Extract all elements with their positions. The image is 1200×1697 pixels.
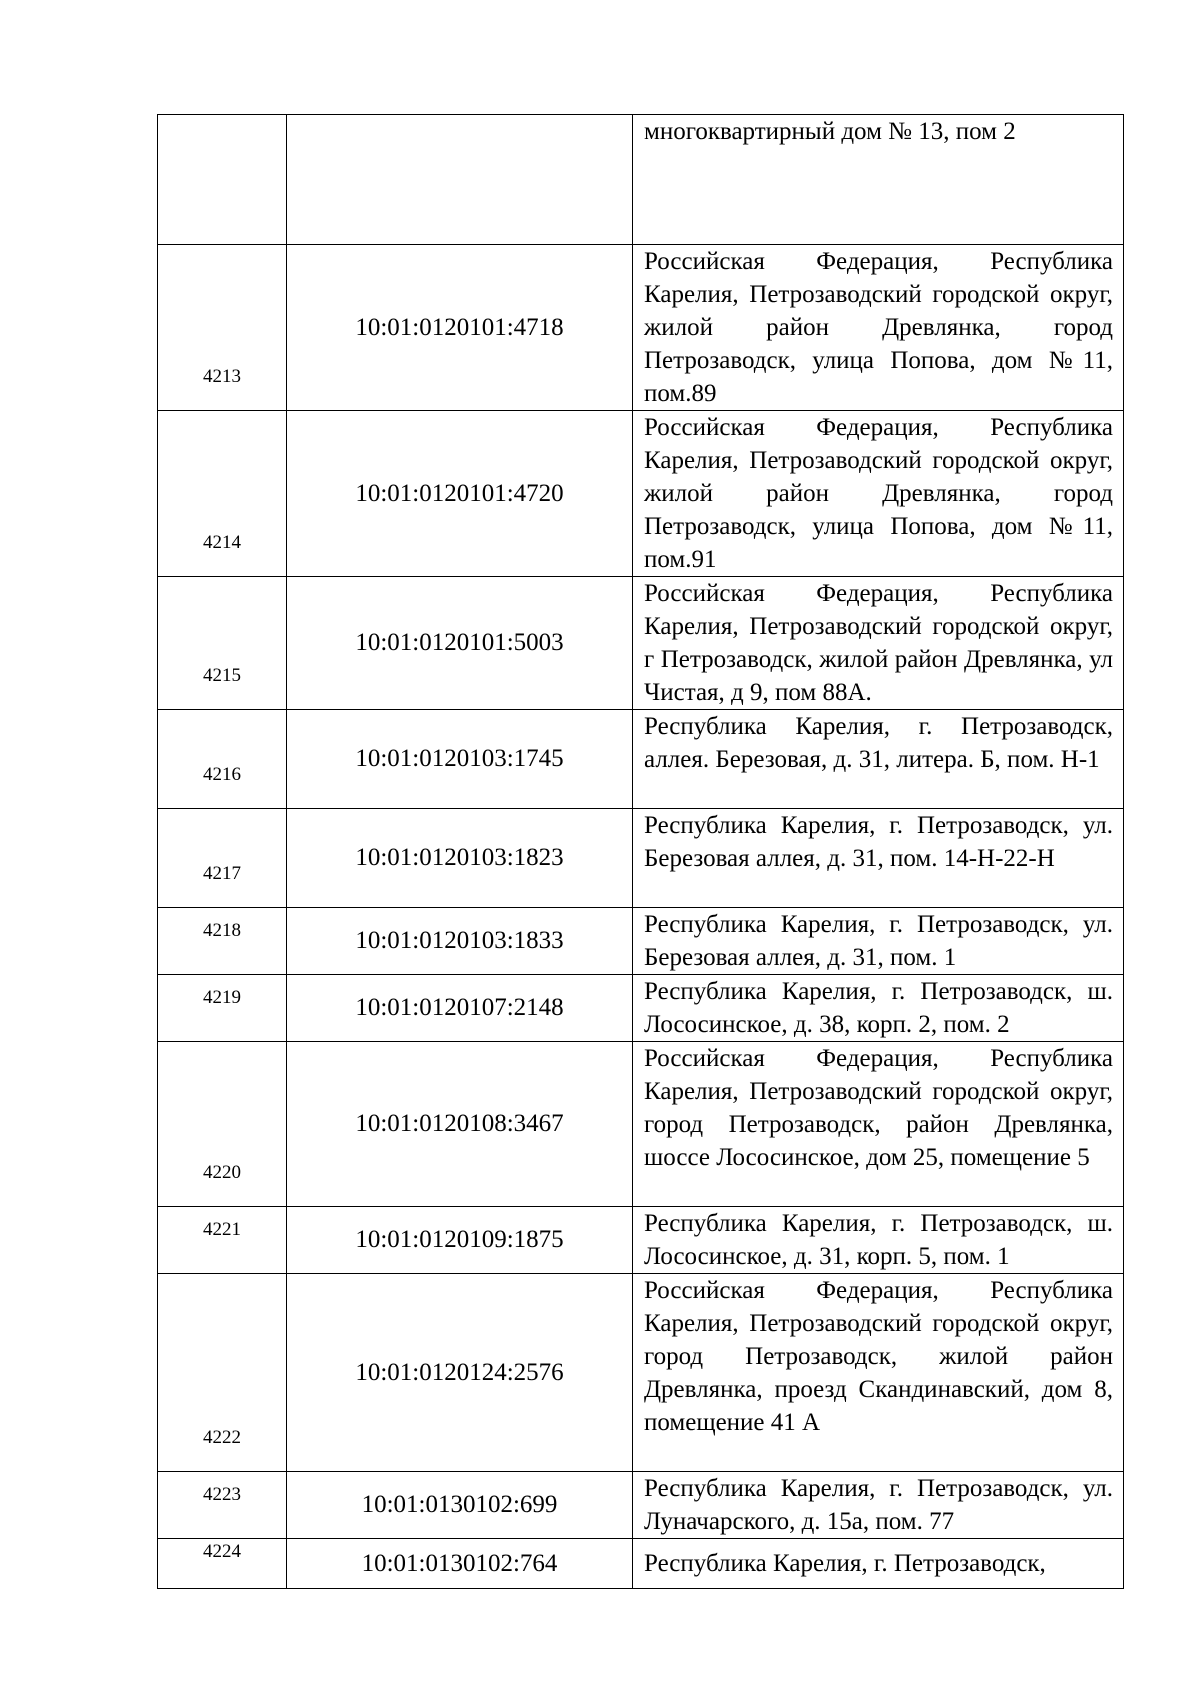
address: Российская Федерация, Республика Карелия, Петрозаводский городской округ, жилой район Древлянка, город Петрозаводск, улица Попова, дом №11, пом.91 xyxy=(633,411,1124,577)
address: Республика Карелия, г. Петрозаводск, ш. Лососинское, д. 38, корп. 2, пом. 2 xyxy=(633,975,1124,1042)
table-row xyxy=(158,1207,1124,1274)
cadastral-number: 10:01:0120107:2148 xyxy=(287,975,633,1042)
cadastral-number: 10:01:0120103:1823 xyxy=(287,809,633,908)
cadastral-number: 10:01:0120124:2576 xyxy=(287,1274,633,1472)
row-number xyxy=(158,115,287,245)
row-number: 4216 xyxy=(158,710,287,809)
address: Российская Федерация, Республика Карелия, Петрозаводский городской округ, жилой район Древлянка, город Петрозаводск, улица Попова, дом №11, пом.89 xyxy=(633,245,1124,411)
address: Российская Федерация, Республика Карелия, Петрозаводский городской округ, город Петрозаводск, район Древлянка, шоссе Лососинское, дом 25, помещение 5 xyxy=(633,1042,1124,1207)
cadastral-number xyxy=(287,115,633,245)
row-number: 4220 xyxy=(158,1042,287,1207)
row-number: 4213 xyxy=(158,245,287,411)
row-number: 4215 xyxy=(158,577,287,710)
cadastral-number: 10:01:0120101:4718 xyxy=(287,245,633,411)
table-row xyxy=(158,710,1124,809)
cadastral-number: 10:01:0120108:3467 xyxy=(287,1042,633,1207)
address: Республика Карелия, г. Петрозаводск, аллея. Березовая, д. 31, литера. Б, пом. Н-1 xyxy=(633,710,1124,809)
table-row xyxy=(158,1539,1124,1589)
table-row xyxy=(158,1274,1124,1472)
table-row xyxy=(158,1042,1124,1207)
table-row xyxy=(158,809,1124,908)
address: Республика Карелия, г. Петрозаводск, ул. Березовая аллея, д. 31, пом. 1 xyxy=(633,908,1124,975)
address: Республика Карелия, г. Петрозаводск, ул. Луначарского, д. 15а, пом. 77 xyxy=(633,1472,1124,1539)
address: Республика Карелия, г. Петрозаводск, xyxy=(633,1539,1124,1589)
table-row xyxy=(158,411,1124,577)
cadastral-number: 10:01:0130102:764 xyxy=(287,1539,633,1589)
row-number: 4224 xyxy=(158,1539,287,1589)
registry-table xyxy=(157,114,1124,1589)
row-number: 4221 xyxy=(158,1207,287,1274)
row-number: 4219 xyxy=(158,975,287,1042)
cadastral-number: 10:01:0120103:1745 xyxy=(287,710,633,809)
row-number: 4218 xyxy=(158,908,287,975)
table-row xyxy=(158,1472,1124,1539)
address: многоквартирный дом № 13, пом 2 xyxy=(633,115,1124,245)
row-number: 4214 xyxy=(158,411,287,577)
address: Российская Федерация, Республика Карелия, Петрозаводский городской округ, город Петрозаводск, жилой район Древлянка, проезд Скандинавский, дом 8, помещение 41 А xyxy=(633,1274,1124,1472)
table-row xyxy=(158,975,1124,1042)
table-row xyxy=(158,908,1124,975)
table-row xyxy=(158,245,1124,411)
cadastral-number: 10:01:0120103:1833 xyxy=(287,908,633,975)
address: Республика Карелия, г. Петрозаводск, ул. Березовая аллея, д. 31, пом. 14-Н-22-Н xyxy=(633,809,1124,908)
cadastral-number: 10:01:0120101:5003 xyxy=(287,577,633,710)
row-number: 4223 xyxy=(158,1472,287,1539)
row-number: 4217 xyxy=(158,809,287,908)
address: Республика Карелия, г. Петрозаводск, ш. Лососинское, д. 31, корп. 5, пом. 1 xyxy=(633,1207,1124,1274)
row-number: 4222 xyxy=(158,1274,287,1472)
cadastral-number: 10:01:0130102:699 xyxy=(287,1472,633,1539)
table-row xyxy=(158,115,1124,245)
cadastral-number: 10:01:0120101:4720 xyxy=(287,411,633,577)
address: Российская Федерация, Республика Карелия, Петрозаводский городской округ, г Петрозаводск, жилой район Древлянка, ул Чистая, д 9, пом 88А. xyxy=(633,577,1124,710)
table-row xyxy=(158,577,1124,710)
cadastral-number: 10:01:0120109:1875 xyxy=(287,1207,633,1274)
